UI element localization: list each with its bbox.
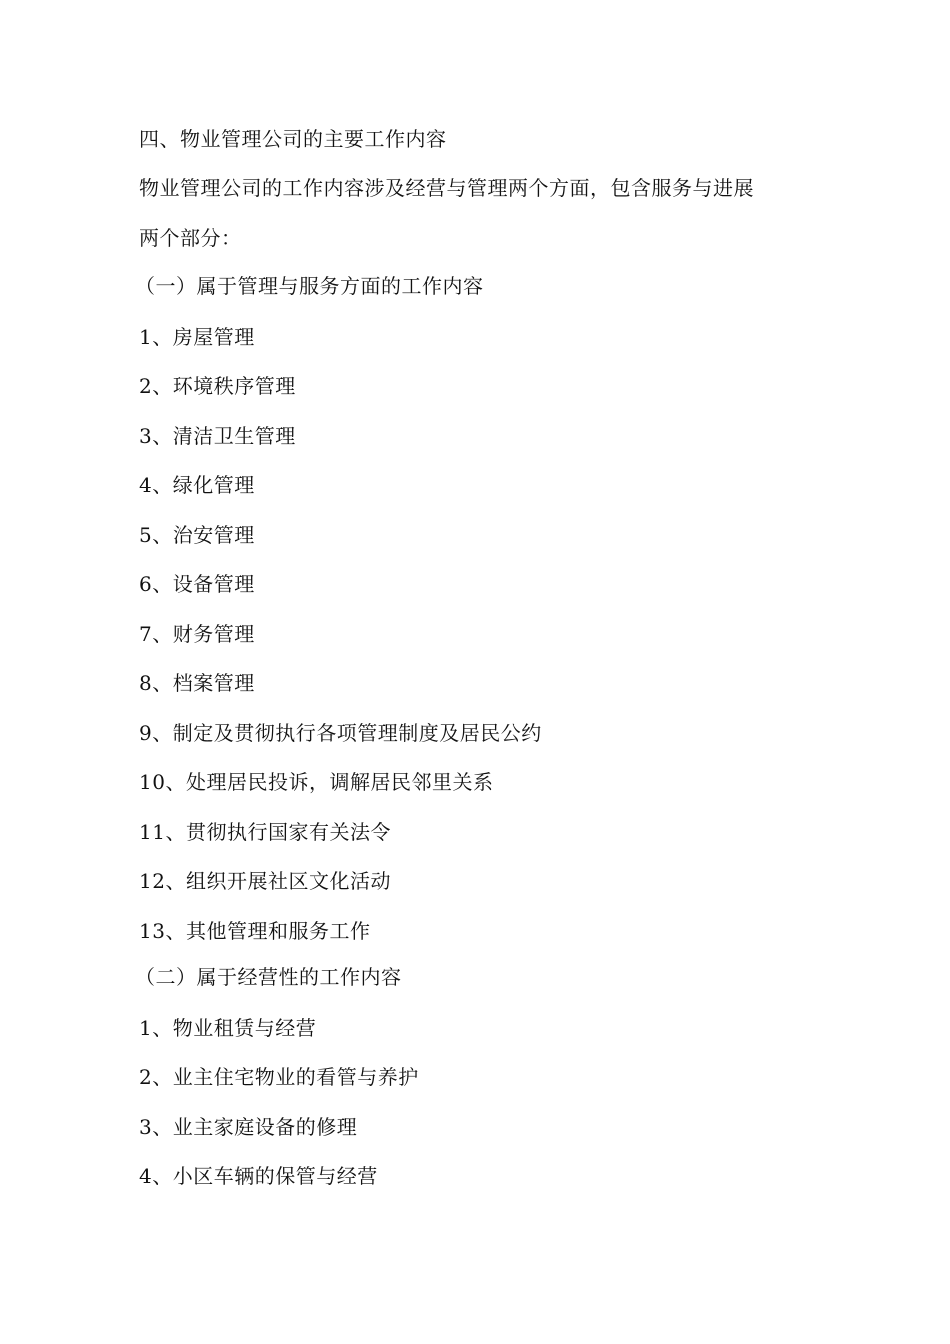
- list-item: 3、清洁卫生管理: [139, 424, 296, 448]
- subsection-title-business: （二）属于经营性的工作内容: [135, 965, 402, 989]
- list-item: 11、贯彻执行国家有关法令: [139, 820, 391, 844]
- list-item: 1、房屋管理: [139, 325, 255, 349]
- list-item: 13、其他管理和服务工作: [139, 919, 371, 943]
- list-item: 2、环境秩序管理: [139, 374, 296, 398]
- section-heading: 四、物业管理公司的主要工作内容: [139, 127, 447, 151]
- list-item: 8、档案管理: [139, 671, 255, 695]
- list-item: 6、设备管理: [139, 572, 255, 596]
- list-item: 9、制定及贯彻执行各项管理制度及居民公约: [139, 721, 542, 745]
- list-item: 10、处理居民投诉，调解居民邻里关系: [139, 770, 494, 794]
- list-item: 3、业主家庭设备的修理: [139, 1115, 358, 1139]
- list-item: 4、小区车辆的保管与经营: [139, 1164, 378, 1188]
- list-item: 2、业主住宅物业的看管与养护: [139, 1065, 419, 1089]
- list-item: 7、财务管理: [139, 622, 255, 646]
- list-item: 5、治安管理: [139, 523, 255, 547]
- intro-paragraph-line-1: 物业管理公司的工作内容涉及经营与管理两个方面，包含服务与进展: [139, 176, 754, 200]
- list-item: 1、物业租赁与经营: [139, 1016, 317, 1040]
- list-item: 12、组织开展社区文化活动: [139, 869, 391, 893]
- subsection-title-management: （一）属于管理与服务方面的工作内容: [135, 274, 484, 298]
- list-item: 4、绿化管理: [139, 473, 255, 497]
- intro-paragraph-line-2: 两个部分：: [139, 226, 242, 250]
